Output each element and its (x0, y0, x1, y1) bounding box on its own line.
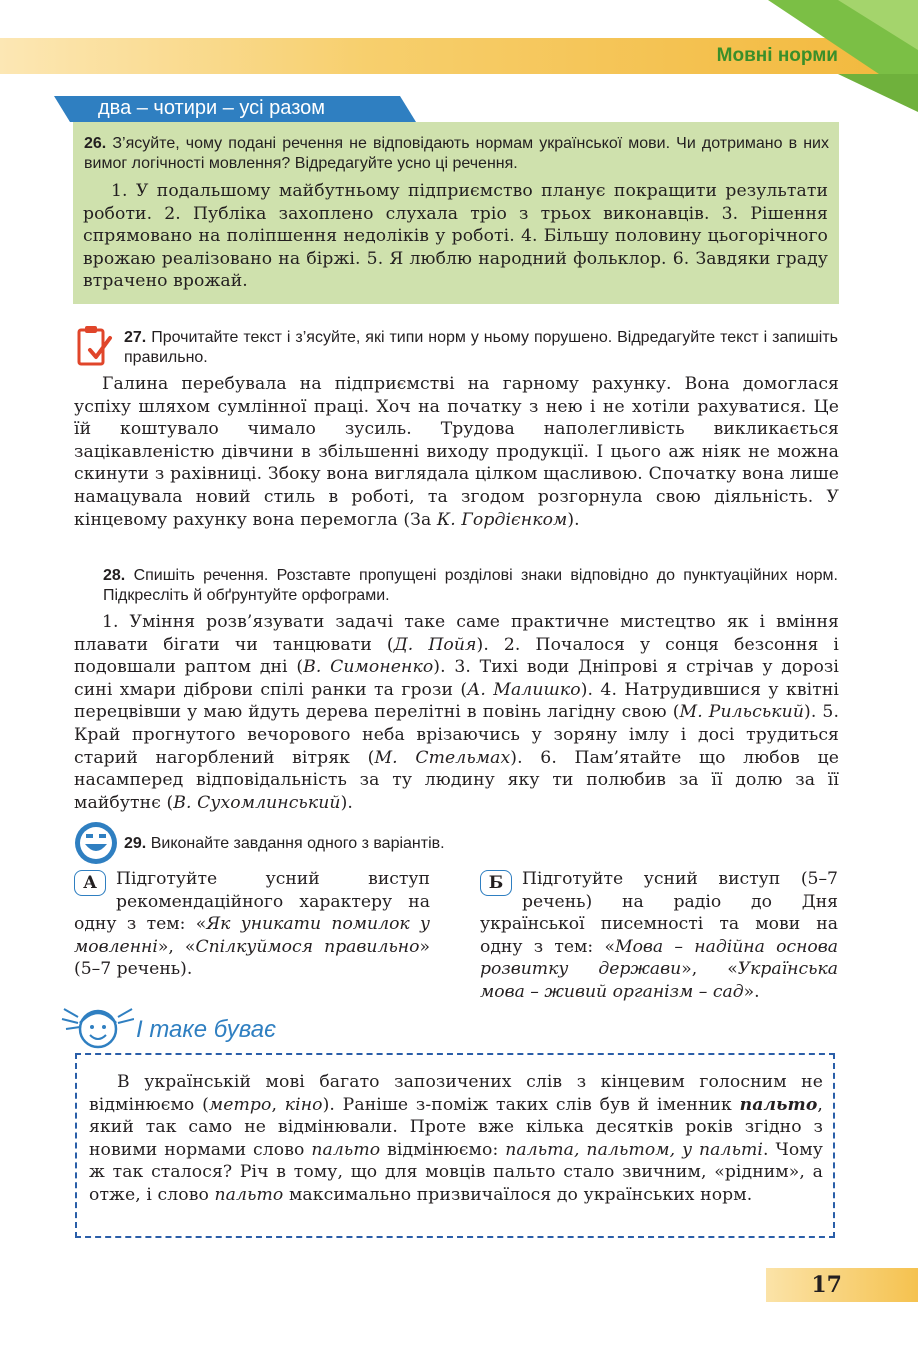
variant-b: Б Підготуйте усний виступ (5–7 речень) на радіо до Дня української писемності та мови на одну з тем: «Мова – надійна основа розвитку держави», «Українська мова – живий організм – сад». (480, 869, 839, 1002)
task-26-text: 1. У подальшому майбутньому підприємство планує покращити результати роботи. 2. Публіка захоплено слухала тріо з трьох виконавців. 3. Рішення спрямовано на поліпшення недоліків у роботі. 4. Більшу половину цьогорічного врожаю реалізовано на біржі. 5. Я люблю народний фольклор. 6. Завдяки граду втрачено врожай. (83, 181, 828, 292)
corner-decoration (688, 0, 918, 112)
variant-a-badge: А (74, 870, 106, 896)
group-work-ribbon (54, 96, 416, 122)
clipboard-check-icon (76, 324, 114, 368)
task-28-instruction: 28. Спишіть речення. Розставте пропущені розділові знаки відповідно до пунктуаційних норм. Підкресліть й обґрунтуйте орфограми. (103, 567, 838, 604)
info-box-title: І таке буває (136, 1016, 276, 1043)
task-27-instruction: 27. Прочитайте текст і з’ясуйте, які типи норм у ньому порушено. Відредагуйте текст і запишіть правильно. (124, 329, 839, 366)
info-box (75, 1053, 835, 1238)
task-27-text: Галина перебувала на підприємстві на гарному рахунку. Вона домоглася успіху шляхом сумлінної праці. Хоч на початку з нею і не хотіли рахуватися. Це їй коштувало чимало зусиль. Трудова наполегливість викликається зацікавленістю дівчини в збільшенні виходу продукції. І цього аж ніяк не можна скинути з рахівниці. Збоку вона виглядала цілком щасливою. Спочатку вона лише намацувала новий стиль в роботі, та згодом розгорнула свою діяльність. У кінцевому рахунку вона перемогла (За К. Гордієнком). (74, 374, 839, 530)
variant-b-badge: Б (480, 870, 512, 896)
task-number: 29. (124, 835, 147, 852)
task-number: 27. (124, 329, 147, 346)
page-number: 17 (811, 1272, 842, 1298)
task-26-box (73, 122, 839, 304)
task-29-instruction: 29. Виконайте завдання одного з варіантів. (124, 835, 445, 852)
girl-face-icon (60, 995, 134, 1055)
task-number: 26. (84, 135, 107, 152)
task-28-text: 1. Уміння розв’язувати задачі таке саме практичне мистецтво як і вміння плавати бігати чи танцювати (Д. Пойя). 2. Почалося у сонця безсоння і подовшали раптом дні (В. Симоненко). 3. Тихі води Дніпрові я стрічав у дорозі сині хмари діброви спілі ранки та грози (А. Малишко). 4. Натрудившися у квітні перецвівши у маю йдуть дерева перелітні в повінь лагідну свою (М. Рильський). 5. Край прогнутого вечорового неба врізаючись у зоряну імлу і досі трудиться старий нагорблений вітряк (М. Стельмах). 6. Пам’ятайте що любов це насамперед відповідальність за ту людину яку ти полюбив за її долю за її майбутнє (В. Сухомлинський). (74, 612, 840, 813)
task-number: 28. (103, 567, 126, 584)
task-26-instruction: 26. З’ясуйте, чому подані речення не відповідають нормам української мови. Чи дотримано в них вимог логічності мовлення? Відредагуйте усно ці речення. (84, 135, 829, 172)
section-title: Мовні норми (716, 45, 838, 66)
info-box-text: В українській мові багато запозичених слів з кінцевим голосним не відмінюємо (метро, кіно). Раніше з-поміж таких слів був й іменник пальто, який так само не відмінювали. Проте вже кілька десятків років згідно з новими нормами слово пальто відмінюємо: пальта, пальтом, у пальті. Чому ж так сталося? Річ в тому, що для мовців пальто стало звичним, «рідним», а отже, і слово пальто максимально призвичаїлося до українських норм. (89, 1072, 823, 1205)
page-number-bar (766, 1268, 918, 1302)
variant-a: А Підготуйте усний виступ рекомендаційного характеру на одну з тем: «Як уникати помилок у мовленні», «Спілкуймося правильно» (5–7 речень). (74, 869, 430, 980)
smiley-face-icon (73, 820, 119, 866)
ribbon-label: два – чотири – усі разом (98, 97, 326, 119)
